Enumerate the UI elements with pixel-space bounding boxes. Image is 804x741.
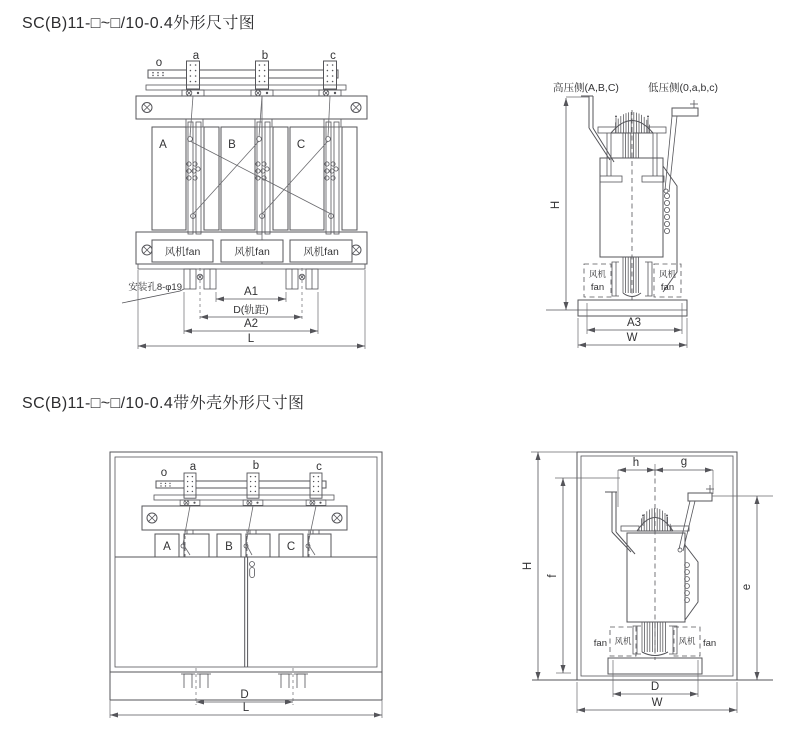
figure1-front-view bbox=[122, 50, 367, 349]
hv-lead bbox=[581, 96, 614, 162]
fan-row bbox=[136, 232, 367, 264]
terminal-label-c: c bbox=[316, 461, 322, 473]
tap-coil-loops bbox=[664, 193, 669, 233]
dim-label-a2: A2 bbox=[243, 318, 259, 330]
busbar-assembly bbox=[154, 460, 334, 505]
figure4-enclosure-side-view bbox=[522, 452, 773, 713]
dim-label-f: f bbox=[547, 574, 559, 578]
top-clamp-beam bbox=[136, 96, 367, 119]
dim-label-d: D bbox=[240, 689, 249, 701]
door-handle bbox=[250, 562, 255, 578]
hv-side-label: 高压侧(A,B,C) bbox=[553, 82, 619, 94]
phase-label-B: B bbox=[225, 541, 233, 553]
drawing-title-outline: SC(B)11-□~□/10-0.4外形尺寸图 bbox=[22, 15, 256, 32]
core-leg-lower bbox=[623, 257, 639, 293]
terminal-label-o: o bbox=[160, 467, 168, 479]
doors bbox=[115, 557, 377, 667]
dim-label-e: e bbox=[741, 583, 753, 591]
dim-label-w: W bbox=[651, 697, 663, 709]
dim-label-w: W bbox=[626, 332, 638, 344]
dim-label-d: D bbox=[650, 681, 660, 693]
core-leg-upper bbox=[623, 133, 639, 158]
core-top-yoke bbox=[639, 508, 670, 531]
fan-label-cn-left: 风机 bbox=[614, 636, 632, 646]
coil-top-row bbox=[155, 506, 331, 557]
fan-label-3: 风机fan bbox=[303, 246, 339, 258]
fan-label-en-right: fan bbox=[660, 282, 675, 293]
base-plate bbox=[608, 658, 702, 674]
fan-label-en-left: fan bbox=[593, 638, 607, 649]
dim-label-rail-gauge: D(轨距) bbox=[233, 304, 269, 316]
dim-label-a3: A3 bbox=[626, 317, 642, 329]
dim-label-h: H bbox=[550, 200, 562, 210]
coil-columns bbox=[152, 96, 357, 264]
fan-label-en-right: fan bbox=[703, 638, 717, 649]
fan-label-en-left: fan bbox=[590, 282, 605, 293]
dim-label-top-g: g bbox=[680, 456, 688, 468]
dim-label-top-h: h bbox=[632, 457, 640, 469]
phase-label-B: B bbox=[228, 139, 236, 151]
coil-body bbox=[600, 158, 663, 257]
terminal-label-b: b bbox=[252, 460, 260, 472]
phase-label-C: C bbox=[296, 139, 306, 151]
fan-label-cn-right: 风机 bbox=[678, 636, 696, 646]
core-leg-lower bbox=[642, 622, 665, 652]
fan-units bbox=[584, 262, 681, 297]
terminal-label-a: a bbox=[192, 50, 200, 62]
top-clamp-beam bbox=[142, 506, 347, 534]
figure3-enclosure-front-view bbox=[110, 452, 382, 718]
dim-label-l: L bbox=[247, 333, 255, 345]
base-plate bbox=[578, 300, 687, 316]
phase-label-C: C bbox=[286, 541, 296, 553]
figure1-dimensions bbox=[138, 268, 365, 349]
fan-label-2: 风机fan bbox=[234, 246, 270, 258]
fan-label-cn-left: 风机 bbox=[588, 269, 607, 279]
dim-label-l: L bbox=[242, 702, 250, 714]
busbar-assembly bbox=[146, 50, 346, 96]
lv-lead bbox=[664, 100, 698, 193]
mounting-hole-label: 安装孔8-φ19 bbox=[128, 282, 182, 293]
dim-label-h-height: H bbox=[522, 561, 534, 571]
fan-label-1: 风机fan bbox=[164, 246, 201, 258]
figure2-side-view bbox=[546, 81, 718, 348]
phase-label-A: A bbox=[163, 541, 171, 553]
lv-lead bbox=[678, 485, 773, 552]
dim-label-a1: A1 bbox=[243, 286, 259, 298]
core-top-yoke bbox=[613, 112, 649, 133]
coil-body bbox=[627, 533, 685, 622]
hv-tap-housing bbox=[685, 545, 698, 620]
lv-side-label: 低压侧(0,a,b,c) bbox=[648, 82, 719, 94]
terminal-label-c: c bbox=[330, 50, 336, 62]
phase-label-A: A bbox=[159, 139, 167, 151]
terminal-label-o: o bbox=[155, 57, 163, 69]
terminal-label-a: a bbox=[189, 461, 197, 473]
figure3-dimensions bbox=[110, 668, 382, 718]
drawing-title-enclosure: SC(B)11-□~□/10-0.4带外壳外形尺寸图 bbox=[22, 395, 305, 412]
fan-label-cn-right: 风机 bbox=[658, 269, 677, 279]
terminal-label-b: b bbox=[261, 50, 269, 62]
